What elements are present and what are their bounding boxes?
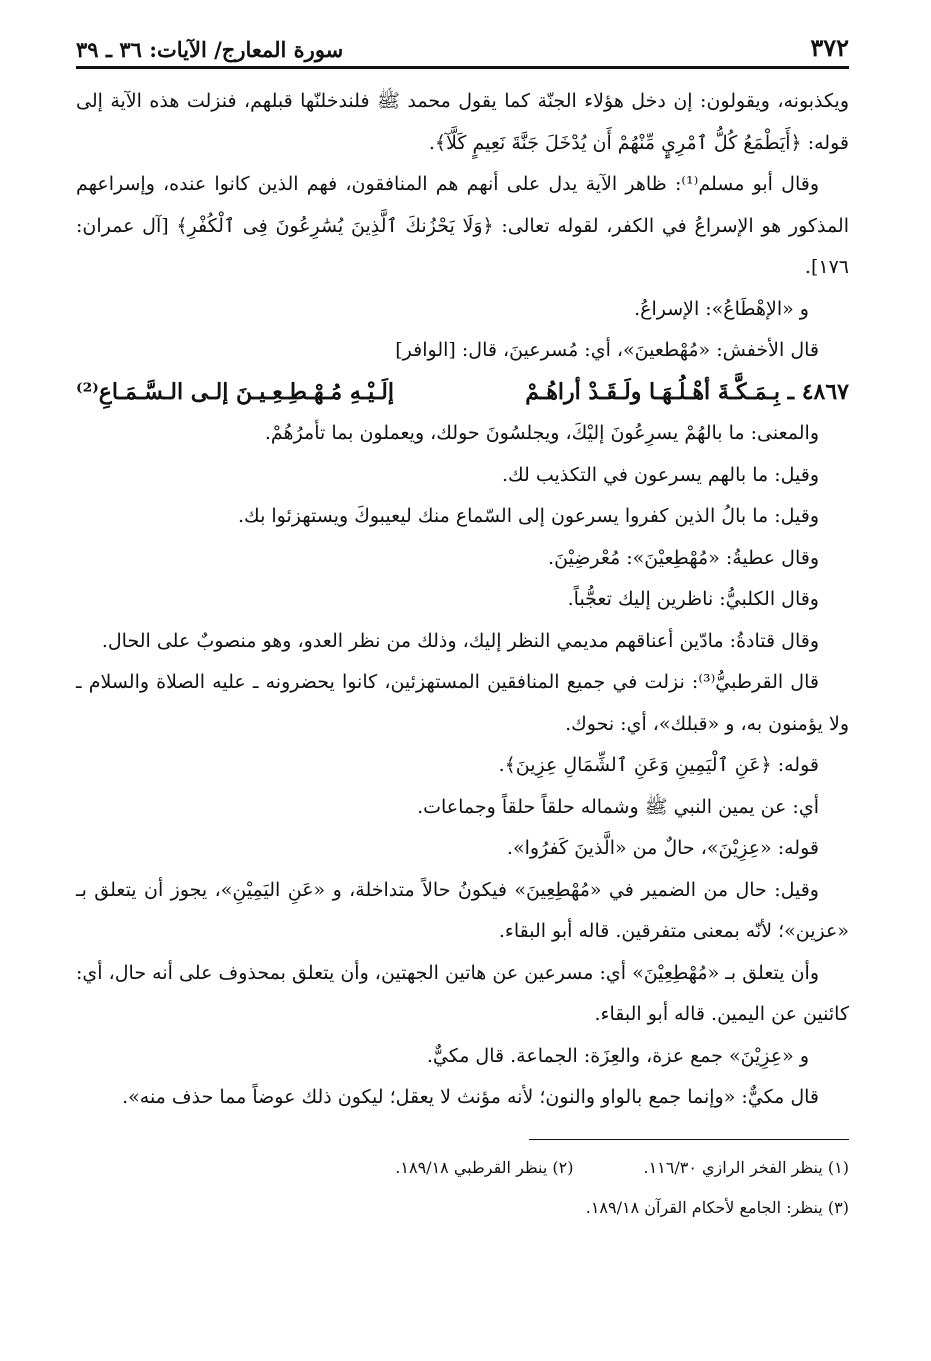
- page-number: ٣٧٢: [810, 33, 849, 62]
- first-hemistich: بِـمَـكَّـةَ أهْـلُـهَـا ولَـقَـدْ أراهُـمْ: [525, 378, 780, 405]
- poetry-verse: [76, 372, 849, 414]
- footnote-row: [76, 1148, 849, 1188]
- second-hemistich: إلَـيْـهِ مُـهْـطِـعِـيـنَ إلـى الـسَّـمَـاعِ⁽²⁾: [76, 378, 394, 405]
- paragraph: والمعنى: ما بالهُمْ يسرِعُونَ إليْكَ، ويجلسُونَ حولك، ويعملون بما تأمرُهُمْ.: [264, 422, 819, 444]
- verse-number: ٤٨٦٧ ـ: [787, 378, 849, 405]
- paragraph: قال مكيٌّ: «وإنما جمع بالواو والنون؛ لأنه مؤنث لا يعقل؛ ليكون ذلك عوضاً مما حذف منه».: [122, 1086, 819, 1108]
- footnotes: [76, 1148, 849, 1228]
- paragraph: وقيل: ما بالُ الذين كفروا يسرعون إلى السّماع منك ليعيبوكَ ويستهزئوا بك.: [238, 505, 819, 527]
- footnote-2: (٢) ينظر القرطبي ١٨٩/١٨.: [395, 1157, 574, 1177]
- paragraph: أي: عن يمين النبي ﷺ وشماله حلقاً حلقاً وجماعات.: [417, 795, 819, 818]
- paragraph: قال الأخفش: «مُهْطعينَ»، أي: مُسرعينَ، قال: [الوافر]: [395, 339, 819, 361]
- paragraph: قال القرطبيُّ⁽³⁾: نزلت في جميع المنافقين المستهزئين، كانوا يحضرونه ـ عليه الصلاة والسلام ـ ولا يؤمنون به، و «قبلك»، أي: نحوك.: [76, 671, 849, 735]
- paragraph: وقيل: ما بالهم يسرعون في التكذيب لك.: [501, 463, 819, 486]
- paragraph: وقال أبو مسلم⁽¹⁾: ظاهر الآية يدل على أنهم هم المنافقون، فهم الذين كانوا عنده، وإسراعهم المذكور هو الإسراعُ في الكفر، لقوله تعالى: ﴿وَلَا يَحْزُنكَ ٱلَّذِينَ يُسَٰرِعُونَ فِى ٱلْكُفْرِ﴾ [آل عمران: ١٧٦].: [76, 173, 849, 278]
- paragraph: وقال عطيةُ: «مُهْطِعيْنَ»: مُعْرضِيْنَ.: [548, 546, 819, 569]
- paragraph: وقيل: حال من الضمير في «مُهْطِعِينَ» فيكونُ حالاً متداخلة، و «عَنِ اليَمِيْنِ»، يجوز أن يتعلق بـ «عزين»؛ لأنّه بمعنى متفرقين. قاله أبو البقاء.: [76, 878, 849, 942]
- paragraph: وقال قتادةُ: مادّين أعناقهم مديمي النظر إليك، وذلك من نظر العدو، وهو منصوبٌ على الحال.: [101, 629, 819, 652]
- paragraph: قوله: ﴿عَنِ ٱلْيَمِينِ وَعَنِ ٱلشِّمَالِ عِزِينَ﴾.: [498, 754, 819, 776]
- paragraph: قوله: «عِزِيْنَ»، حالٌ من «الَّذينَ كَفرُوا».: [506, 837, 819, 859]
- footnote-3: (٣) ينظر: الجامع لأحكام القرآن ١٨٩/١٨.: [585, 1197, 849, 1217]
- paragraph: و «الإهْطَاعُ»: الإسراعُ.: [634, 297, 809, 320]
- paragraph: وأن يتعلق بـ «مُهْطِعِيْنَ» أي: مسرعين عن هاتين الجهتين، وأن يتعلق بمحذوف على أنه حال، أي: كائنين عن اليمين. قاله أبو البقاء.: [76, 961, 849, 1025]
- verse-number-and-first-hemistich: [525, 372, 849, 414]
- footnote-divider: [529, 1139, 849, 1140]
- running-head: [76, 33, 849, 69]
- footnote-1: (١) ينظر الفخر الرازي ١١٦/٣٠.: [643, 1157, 849, 1177]
- paragraph: ويكذبونه، ويقولون: إن دخل هؤلاء الجنّة كما يقول محمد ﷺ فلندخلنّها قبلهم، فنزلت هذه الآية إلى قوله: ﴿أَيَطْمَعُ كُلُّ ٱمْرِيٍٕ مِّنْهُمْ أَن يُدْخَلَ جَنَّةَ نَعِيمٍ كَلَّآ﴾.: [76, 90, 849, 154]
- paragraph: وقال الكلبيُّ: ناظرين إليك تعجُّباً.: [567, 588, 819, 610]
- main-text: [76, 81, 849, 1119]
- paragraph: و «عِزِيْنَ» جمع عزة، والعِزَة: الجماعة. قال مكيٌّ.: [426, 1044, 809, 1067]
- surah-title: سورة المعارج/ الآيات: ٣٦ ـ ٣٩: [76, 37, 344, 62]
